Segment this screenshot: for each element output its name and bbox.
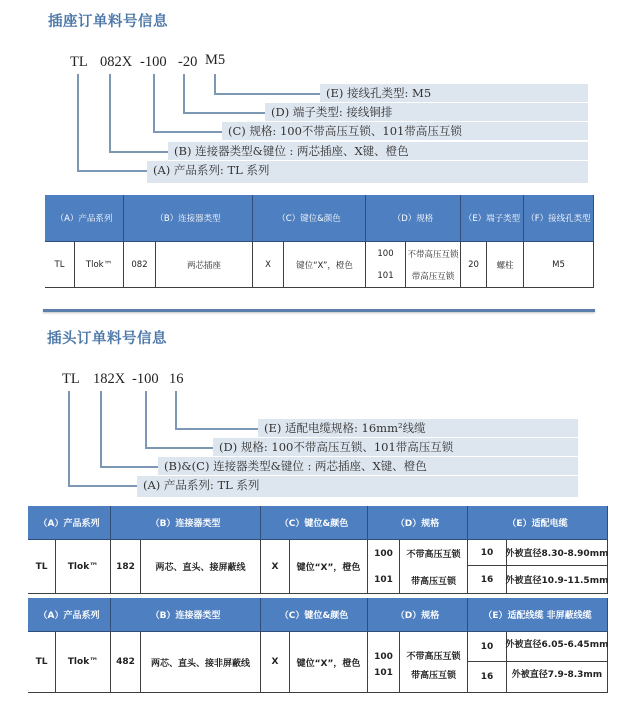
section-divider xyxy=(43,309,595,312)
header-key-color: （C）键位&颜色 xyxy=(253,195,366,242)
connector-line xyxy=(68,485,137,487)
label-e-hole-type: (E) 接线孔类型: M5 xyxy=(320,84,588,102)
cell-brand: Tlok™ xyxy=(56,540,111,594)
code-part-type: 082X xyxy=(100,54,133,70)
connector-line xyxy=(77,74,79,171)
cell-spec-code-100: 100 xyxy=(368,540,400,567)
cell-spec-desc-100: 不带高压互锁 xyxy=(406,242,461,265)
header-series: （A）产品系列 xyxy=(28,598,111,632)
connector-line xyxy=(109,74,111,152)
cell-key-desc: 键位“X”，橙色 xyxy=(284,242,366,288)
cell-type-code: 082 xyxy=(124,242,156,288)
connector-line xyxy=(145,391,147,448)
header-spec: （D）规格 xyxy=(368,506,468,540)
cell-type-code: 482 xyxy=(111,632,141,693)
label-bc-connector-type: (B)&(C) 连接器类型&键位 : 两芯插座、X键、橙色 xyxy=(158,457,578,475)
connector-line xyxy=(214,93,320,95)
connector-line xyxy=(175,428,258,430)
code-part-series: TL xyxy=(62,371,80,387)
cell-spec-desc-100: 不带高压互锁 xyxy=(400,540,468,567)
connector-line xyxy=(175,391,177,429)
connector-line xyxy=(100,466,158,468)
cell-cable-desc-16: 外被直径7.9-8.3mm xyxy=(507,662,608,693)
cell-spec-code-101: 101 xyxy=(368,567,400,594)
label-b-connector-type: (B) 连接器类型&键位 : 两芯插座、X键、橙色 xyxy=(168,142,588,160)
cell-series: TL xyxy=(28,632,56,693)
label-d-spec: (D) 规格: 100不带高压互锁、101带高压互锁 xyxy=(213,438,578,456)
code-part-spec: -100 xyxy=(140,54,167,70)
cell-spec-desc-100: 不带高压互锁 xyxy=(400,632,468,662)
cell-cable-code-10: 10 xyxy=(468,540,507,566)
connector-line xyxy=(145,447,213,449)
connector-line xyxy=(153,131,222,133)
header-connector-type: （B）连接器类型 xyxy=(111,506,261,540)
header-series: （A）产品系列 xyxy=(28,506,111,540)
label-d-terminal-type: (D) 端子类型: 接线铜排 xyxy=(265,103,588,121)
cell-spec-code-101: 101 xyxy=(368,662,400,693)
cell-terminal-code: 20 xyxy=(461,242,487,288)
connector-line xyxy=(77,170,147,172)
code-part-terminal: -20 xyxy=(178,54,198,70)
header-terminal-type: （E）端子类型 xyxy=(461,195,524,242)
cell-key-code: X xyxy=(261,632,290,693)
header-spec: （D）规格 xyxy=(368,598,468,632)
cell-spec-code-100: 100 xyxy=(368,632,400,662)
header-key-color: （C）键位&颜色 xyxy=(261,506,368,540)
cell-cable-code-10: 10 xyxy=(468,632,507,662)
cell-key-desc: 键位“X”，橙色 xyxy=(290,540,368,594)
code-part-spec: -100 xyxy=(132,371,159,387)
connector-line xyxy=(183,74,185,113)
plug-section-title: 插头订单料号信息 xyxy=(47,331,167,347)
connector-line xyxy=(109,151,168,153)
cell-type-desc: 两芯插座 xyxy=(156,242,253,288)
cell-spec-desc-101: 带高压互锁 xyxy=(400,662,468,693)
header-cable: （E）适配电缆 xyxy=(468,506,608,540)
cell-hole-type: M5 xyxy=(524,242,594,288)
code-part-cable: 16 xyxy=(169,371,184,387)
cell-key-desc: 键位“X”，橙色 xyxy=(290,632,368,693)
header-hole-type: （F）接线孔类型 xyxy=(524,195,594,242)
cell-cable-desc-10: 外被直径8.30-8.90mm xyxy=(507,540,608,566)
socket-section-title: 插座订单料号信息 xyxy=(48,14,168,30)
cell-series: TL xyxy=(28,540,56,594)
cell-spec-desc-101: 带高压互锁 xyxy=(400,567,468,594)
cell-cable-desc-16: 外被直径10.9-11.5mm xyxy=(507,566,608,594)
cell-brand: Tlok™ xyxy=(75,242,124,288)
cell-cable-desc-10: 外被直径6.05-6.45mm xyxy=(507,632,608,662)
label-a-series: (A) 产品系列: TL 系列 xyxy=(147,161,588,183)
cell-type-desc: 两芯、直头、接非屏蔽线 xyxy=(141,632,261,693)
code-part-hole: M5 xyxy=(205,52,226,68)
header-connector-type: （B）连接器类型 xyxy=(124,195,253,242)
cell-series: TL xyxy=(45,242,75,288)
label-a-series: (A) 产品系列: TL 系列 xyxy=(137,476,578,497)
cell-cable-code-16: 16 xyxy=(468,662,507,693)
connector-line xyxy=(68,391,70,486)
cell-spec-desc-101: 带高压互锁 xyxy=(406,265,461,288)
cell-key-code: X xyxy=(253,242,284,288)
header-cable: （E）适配线缆 非屏蔽线缆 xyxy=(468,598,608,632)
label-e-cable-spec: (E) 适配电缆规格: 16mm²线缆 xyxy=(258,419,578,437)
header-series: （A）产品系列 xyxy=(45,195,124,242)
cell-type-desc: 两芯、直头、接屏蔽线 xyxy=(141,540,261,594)
header-key-color: （C）键位&颜色 xyxy=(261,598,368,632)
code-part-type: 182X xyxy=(93,371,126,387)
connector-line xyxy=(100,391,102,467)
header-spec: （D）规格 xyxy=(366,195,461,242)
cell-type-code: 182 xyxy=(111,540,141,594)
cell-cable-code-16: 16 xyxy=(468,566,507,594)
cell-brand: Tlok™ xyxy=(56,632,111,693)
connector-line xyxy=(214,74,216,94)
header-connector-type: （B）连接器类型 xyxy=(111,598,261,632)
label-c-spec: (C) 规格: 100不带高压互锁、101带高压互锁 xyxy=(222,122,588,140)
cell-spec-code-101: 101 xyxy=(366,265,406,288)
cell-terminal-desc: 螺柱 xyxy=(487,242,524,288)
cell-spec-code-100: 100 xyxy=(366,242,406,265)
code-part-series: TL xyxy=(70,54,88,70)
connector-line xyxy=(153,74,155,132)
connector-line xyxy=(183,112,265,114)
cell-key-code: X xyxy=(261,540,290,594)
